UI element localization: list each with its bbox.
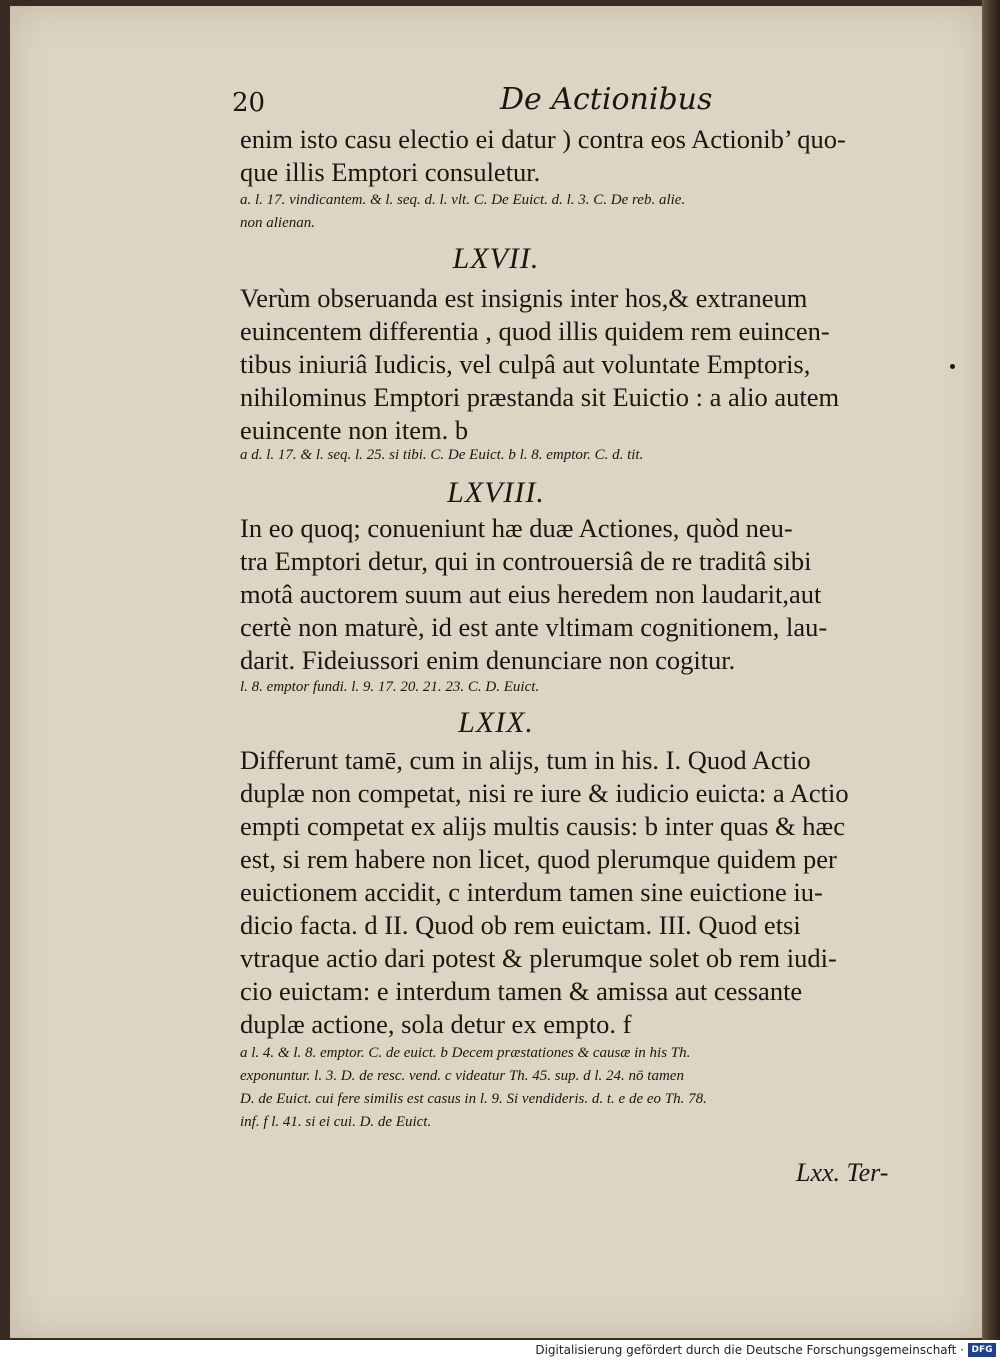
text-line: tra Emptori detur, qui in controuersiâ de re traditâ sibi: [240, 546, 812, 576]
note-line: a l. 4. & l. 8. emptor. C. de euict. b Decem præstationes & causæ in his Th.: [240, 1045, 691, 1061]
text-line: euincente non item. b: [240, 415, 469, 445]
text-line: certè non maturè, id est ante vltimam cognitionem, lau-: [240, 612, 828, 642]
note-line: l. 8. emptor fundi. l. 9. 17. 20. 21. 23. C. D. Euict.: [240, 679, 540, 695]
page-number: 20: [232, 88, 266, 118]
paragraph-intro: [240, 123, 930, 189]
section-heading-lxvii: LXVII.: [452, 242, 540, 275]
text-line: In eo quoq; conueniunt hæ duæ Actiones, quòd neu-: [240, 513, 793, 543]
dfg-logo[interactable]: DFG: [968, 1343, 996, 1357]
text-line: duplæ non competat, nisi re iure & iudicio euicta: a Actio: [240, 778, 849, 808]
text-line: cio euictam: e interdum tamen & amissa aut cessante: [240, 976, 803, 1006]
text-line: dicio facta. d II. Quod ob rem euictam. III. Quod etsi: [240, 910, 801, 940]
text-line: motâ auctorem suum aut eius heredem non laudarit,aut: [240, 579, 822, 609]
paragraph-lxvii: [240, 282, 930, 447]
page-edge-shadow: [982, 0, 1000, 1340]
paragraph-lxix: [240, 744, 930, 1041]
book-page: [10, 6, 982, 1338]
text-line: euictionem accidit, c interdum tamen sine euictione iu-: [240, 877, 823, 907]
text-line: est, si rem habere non licet, quod plerumque quidem per: [240, 844, 837, 874]
ink-dot: [950, 364, 955, 369]
footnote-block-4: [240, 1042, 930, 1134]
note-line: a. l. 17. vindicantem. & l. seq. d. l. vlt. C. De Euict. d. l. 3. C. De reb. alie.: [240, 192, 686, 208]
text-line: Verùm obseruanda est insignis inter hos,& extraneum: [240, 283, 808, 313]
running-title: De Actionibus: [500, 82, 713, 117]
footnote-block-3: [240, 676, 930, 699]
running-head: [10, 78, 982, 118]
note-line: exponuntur. l. 3. D. de resc. vend. c videatur Th. 45. sup. d l. 24. nō tamen: [240, 1068, 684, 1084]
text-line: Differunt tamē, cum in alijs, tum in his. I. Quod Actio: [240, 745, 811, 775]
text-line: vtraque actio dari potest & plerumque solet ob rem iudi-: [240, 943, 837, 973]
note-line: D. de Euict. cui fere similis est casus in l. 9. Si vendideris. d. t. e de eo Th. 78.: [240, 1091, 707, 1107]
digitization-footer: [0, 1340, 1000, 1361]
text-line: que illis Emptori consuletur.: [240, 157, 541, 187]
text-line: darit. Fideiussori enim denunciare non cogitur.: [240, 645, 736, 675]
paragraph-lxviii: [240, 512, 930, 677]
text-line: empti competat ex alijs multis causis: b inter quas & hæc: [240, 811, 845, 841]
section-heading-lxviii: LXVIII.: [447, 476, 545, 509]
note-line: non alienan.: [240, 215, 315, 231]
text-line: enim isto casu electio ei datur ) contra eos Actionib’ quo-: [240, 124, 846, 154]
note-line: inf. f l. 41. si ei cui. D. de Euict.: [240, 1114, 432, 1130]
footnote-block-2: [240, 444, 930, 467]
catchword: Lxx. Ter-: [796, 1158, 889, 1187]
text-line: euincentem differentia , quod illis quidem rem euincen-: [240, 316, 830, 346]
text-line: duplæ actione, sola detur ex empto. f: [240, 1009, 632, 1039]
text-line: nihilominus Emptori præstanda sit Euictio : a alio autem: [240, 382, 840, 412]
footnote-block-1: [240, 189, 930, 235]
section-heading-lxix: LXIX.: [458, 706, 534, 739]
funding-credit: Digitalisierung gefördert durch die Deutsche Forschungsgemeinschaft ·: [535, 1343, 964, 1357]
text-line: tibus iniuriâ Iudicis, vel culpâ aut voluntate Emptoris,: [240, 349, 811, 379]
note-line: a d. l. 17. & l. seq. l. 25. si tibi. C. De Euict. b l. 8. emptor. C. d. tit.: [240, 447, 644, 463]
